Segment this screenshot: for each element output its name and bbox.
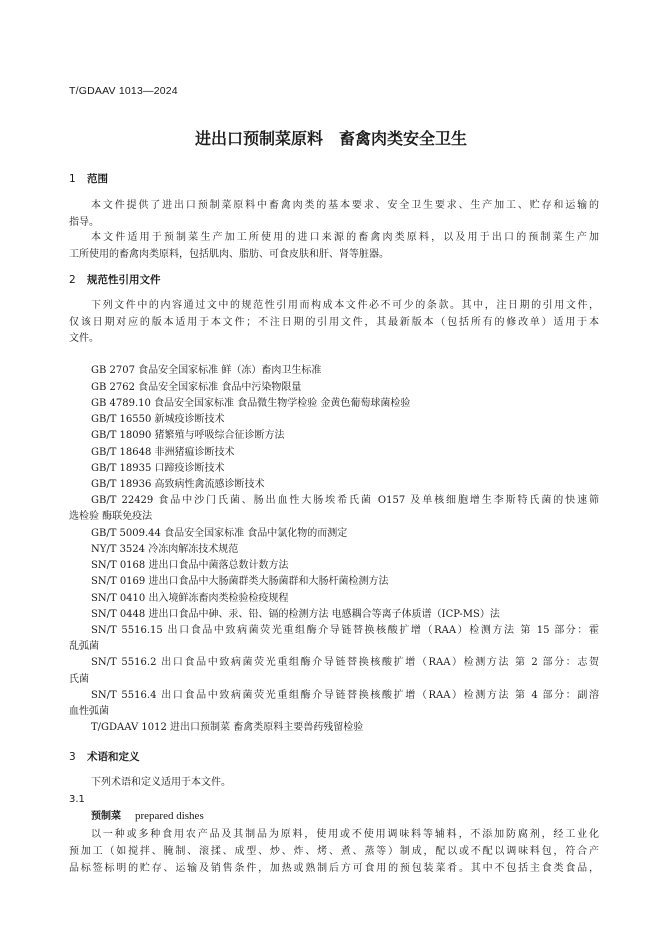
- paragraph-line: 仅该日期对应的版本适用于本文件；不注日期的引用文件，其最新版本（包括所有的修改单）适用于本: [69, 317, 599, 328]
- paragraph-line: 指导。: [69, 217, 99, 228]
- reference-item: NY/T 3524 冷冻肉解冻技术规范: [91, 544, 239, 555]
- reference-item: GB/T 18936 高致病性禽流感诊断技术: [91, 479, 265, 490]
- reference-item: GB/T 22429 食品中沙门氏菌、肠出血性大肠埃希氏菌 O157 及单核细胞增生李斯特氏菌的快速筛: [91, 495, 599, 506]
- reference-item: T/GDAAV 1012 进出口预制菜 畜禽类原料主要兽药残留检验: [91, 722, 364, 733]
- reference-item: SN/T 0448 进出口食品中砷、汞、铅、镉的检测方法 电感耦合等离子体质谱（ICP-MS）法: [91, 609, 500, 620]
- reference-item: SN/T 0169 进出口食品中大肠菌群类大肠菌群和大肠杆菌检测方法: [91, 576, 389, 587]
- reference-item: SN/T 0410 出入境鲜冻畜肉类检验检疫规程: [91, 593, 289, 604]
- paragraph-line: 下列文件中的内容通过文中的规范性引用而构成本文件必不可少的条款。其中，注日期的引用文件，: [91, 300, 599, 311]
- document-title: 进出口预制菜原料 畜禽肉类安全卫生: [194, 129, 467, 148]
- reference-item: GB 2762 食品安全国家标准 食品中污染物限量: [91, 382, 302, 393]
- reference-item: SN/T 5516.4 出口食品中致病菌荧光重组酶介导链替换核酸扩增（RAA）检测方法 第 4 部分：副溶: [91, 690, 599, 701]
- reference-item: GB/T 16550 新城疫诊断技术: [91, 414, 225, 425]
- reference-item-continued: 乱弧菌: [69, 641, 99, 652]
- reference-item: GB/T 18648 非洲猪瘟诊断技术: [91, 447, 235, 458]
- section-title: 规范性引用文件: [87, 274, 161, 286]
- definition-line: 预加工（如搅拌、腌制、滚揉、成型、炒、炸、烤、煮、蒸等）制成，配以或不配以调味料包，符合产: [69, 846, 599, 857]
- section-number: 3: [69, 751, 76, 763]
- reference-item-continued: 氏菌: [69, 674, 89, 685]
- reference-item: GB/T 5009.44 食品安全国家标准 食品中氯化物的而测定: [91, 528, 348, 539]
- section-2-heading: [69, 272, 161, 287]
- reference-item: SN/T 5516.15 出口食品中致病菌荧光重组酶介导链替换核酸扩增（RAA）检测方法 第 15 部分：霍: [91, 625, 599, 636]
- reference-item: GB 2707 食品安全国家标准 鲜（冻）畜肉卫生标准: [91, 365, 322, 376]
- subsection-number: 3.1: [69, 794, 85, 805]
- section-title: 范围: [87, 173, 108, 185]
- definition-line: 品标签标明的贮存、运输及销售条件，加热或熟制后方可食用的预包装菜肴。其中不包括主食类食品，: [69, 863, 599, 874]
- reference-item: GB/T 18935 口蹄疫诊断技术: [91, 463, 225, 474]
- definition-line: 以一种或多种食用农产品及其制品为原料，使用或不使用调味料等辅料，不添加防腐剂，经工业化: [91, 829, 599, 840]
- document-code: T/GDAAV 1013—2024: [69, 85, 178, 97]
- reference-item-continued: 选检验 酶联免疫法: [69, 511, 153, 522]
- section-3-heading: [69, 749, 140, 764]
- reference-item: SN/T 0168 进出口食品中菌落总数计数方法: [91, 560, 289, 571]
- paragraph-line: 本文件适用于预制菜生产加工所使用的进口来源的畜禽肉类原料，以及用于出口的预制菜生产加: [91, 232, 599, 243]
- reference-item-continued: 血性弧菌: [69, 706, 109, 717]
- reference-item: SN/T 5516.2 出口食品中致病菌荧光重组酶介导链替换核酸扩增（RAA）检测方法 第 2 部分：志贺: [91, 657, 599, 668]
- reference-item: GB 4789.10 食品安全国家标准 食品微生物学检验 金黄色葡萄球菌检验: [91, 398, 411, 409]
- paragraph-line: 工所使用的畜禽肉类原料，包括肌肉、脂肪、可食皮肤和肝、肾等脏器。: [69, 249, 389, 260]
- paragraph-line: 文件。: [69, 333, 99, 344]
- section-title: 术语和定义: [87, 751, 140, 763]
- section-number: 1: [69, 173, 76, 185]
- term-english: prepared dishes: [135, 810, 204, 822]
- paragraph-line: 本文件提供了进出口预制菜原料中畜禽肉类的基本要求、安全卫生要求、生产加工、贮存和运输的: [91, 200, 599, 211]
- paragraph-line: 下列术语和定义适用于本文件。: [91, 777, 231, 788]
- term-chinese: 预制菜: [91, 811, 121, 822]
- section-1-heading: [69, 171, 108, 186]
- term-entry: [91, 808, 621, 825]
- section-number: 2: [69, 274, 76, 286]
- reference-item: GB/T 18090 猪繁殖与呼吸综合征诊断方法: [91, 430, 285, 441]
